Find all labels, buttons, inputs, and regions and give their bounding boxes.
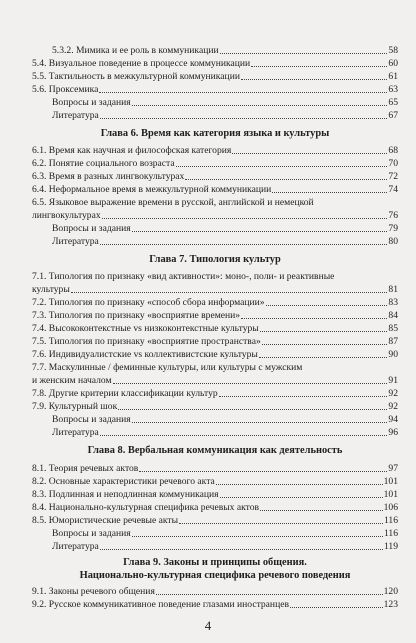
toc-entry (32, 349, 398, 360)
toc-entry-page: 83 (388, 297, 398, 308)
toc-entry-page: 106 (383, 502, 398, 513)
toc-entry-title: 9.2. Русское коммуникативное поведение глазами иностранцев (32, 599, 289, 610)
dot-leader (272, 192, 387, 193)
toc-entry-page: 70 (388, 158, 398, 169)
dot-leader (259, 357, 388, 358)
chapter-heading: Глава 9. Законы и принципы общения. (123, 557, 307, 568)
toc-entry-page: 91 (388, 375, 398, 386)
toc-entry (32, 489, 398, 500)
toc-entry (52, 414, 398, 425)
toc-entry-page: 116 (383, 528, 398, 539)
toc-entry-title: 5.4. Визуальное поведение в процессе коммуникации (32, 58, 251, 69)
dot-leader (251, 66, 387, 67)
toc-entry-page: 90 (388, 349, 398, 360)
toc-entry (52, 541, 398, 552)
toc-entry (32, 323, 398, 334)
toc-entry-page: 84 (388, 310, 398, 321)
toc-entry-page: 119 (383, 541, 398, 552)
toc-entry-page: 92 (388, 401, 398, 412)
dot-leader (100, 435, 388, 436)
dot-leader (241, 318, 387, 319)
toc-entry-title: 6.1. Время как научная и философская категория (32, 145, 232, 156)
toc-entry (32, 502, 398, 513)
toc-entry-page: 60 (388, 58, 398, 69)
toc-entry-title-line1: 7.7. Маскулинные / феминные культуры, или культуры с мужским (32, 362, 303, 373)
toc-entry-page: 116 (383, 515, 398, 526)
toc-entry (52, 97, 398, 108)
toc-entry-page: 61 (388, 71, 398, 82)
toc-entry-page: 120 (383, 586, 398, 597)
toc-entry-title: Литература (52, 427, 99, 438)
toc-entry (52, 223, 398, 234)
toc-entry-title: Вопросы и задания (52, 97, 131, 108)
dot-leader (100, 549, 383, 550)
toc-entry-title: 8.1. Теория речевых актов (32, 463, 139, 474)
dot-leader (132, 231, 388, 232)
dot-leader (71, 292, 388, 293)
toc-entry (32, 84, 398, 95)
dot-leader (176, 166, 388, 167)
toc-entry-title: 6.3. Время в разных лингвокультурах (32, 171, 185, 182)
dot-leader (266, 305, 388, 306)
toc-entry (32, 515, 398, 526)
toc-entry-title: Вопросы и задания (52, 528, 131, 539)
toc-entry-title: 7.5. Типология по признаку «восприятие пространства» (32, 336, 261, 347)
toc-entry-page: 67 (388, 110, 398, 121)
toc-entry-title: 7.9. Культурный шок (32, 401, 118, 412)
toc-entry (32, 284, 398, 295)
toc-entry-page: 74 (388, 184, 398, 195)
toc-entry (32, 375, 398, 386)
dot-leader (156, 594, 383, 595)
toc-entry-title: 6.4. Неформальное время в межкультурной коммуникации (32, 184, 272, 195)
toc-entry-title: лингвокультурах (32, 210, 101, 221)
dot-leader (132, 536, 383, 537)
toc-entry-page: 63 (388, 84, 398, 95)
toc-entry (32, 401, 398, 412)
chapter-heading: Глава 6. Время как категория языка и культуры (100, 128, 330, 139)
toc-entry-page: 58 (388, 45, 398, 56)
toc-entry-page: 79 (388, 223, 398, 234)
dot-leader (132, 422, 388, 423)
dot-leader (139, 471, 387, 472)
dot-leader (113, 383, 388, 384)
toc-entry (32, 58, 398, 69)
toc-entry (32, 158, 398, 169)
toc-entry-title: 8.4. Национально-культурная специфика речевых актов (32, 502, 260, 513)
toc-entry (32, 184, 398, 195)
dot-leader (290, 607, 383, 608)
toc-entry-page: 65 (388, 97, 398, 108)
toc-entry-title: 9.1. Законы речевого общения (32, 586, 155, 597)
toc-entry-title: 5.3.2. Мимика и ее роль в коммуникации (52, 45, 219, 56)
toc-entry-title: Литература (52, 236, 99, 247)
dot-leader (99, 92, 387, 93)
toc-entry (32, 599, 398, 610)
toc-entry-title: 7.2. Типология по признаку «способ сбора информации» (32, 297, 265, 308)
toc-entry (52, 110, 398, 121)
toc-entry-page: 96 (388, 427, 398, 438)
toc-entry-page: 72 (388, 171, 398, 182)
toc-entry-title: 7.4. Высококонтекстные vs низкоконтекстные культуры (32, 323, 259, 334)
toc-entry-title: 8.2. Основные характеристики речевого акта (32, 476, 215, 487)
dot-leader (260, 331, 388, 332)
toc-entry-page: 101 (383, 489, 398, 500)
toc-entry-page: 85 (388, 323, 398, 334)
dot-leader (219, 396, 388, 397)
toc-entry-title: 8.3. Подлинная и неподлинная коммуникация (32, 489, 219, 500)
toc-entry-title-line1: 6.5. Языковое выражение времени в русской, английской и немецкой (32, 197, 314, 208)
page-number: 4 (204, 618, 212, 633)
toc-entry-title: 7.3. Типология по признаку «восприятие времени» (32, 310, 241, 321)
toc-entry-title: 7.8. Другие критерии классификации культур (32, 388, 218, 399)
toc-entry-page: 81 (388, 284, 398, 295)
toc-entry (32, 297, 398, 308)
toc-entry (32, 145, 398, 156)
dot-leader (102, 218, 388, 219)
toc-entry (32, 310, 398, 321)
toc-entry-page: 68 (388, 145, 398, 156)
dot-leader (100, 118, 388, 119)
chapter-heading: Глава 8. Вербальная коммуникация как деятельность (87, 445, 343, 456)
toc-entry-page: 123 (383, 599, 398, 610)
toc-entry (32, 476, 398, 487)
toc-entry-page: 92 (388, 388, 398, 399)
toc-entry-title: 5.6. Проксемика (32, 84, 99, 95)
dot-leader (132, 105, 388, 106)
toc-entry (32, 336, 398, 347)
toc-entry (52, 427, 398, 438)
toc-entry-page: 87 (388, 336, 398, 347)
dot-leader (100, 244, 388, 245)
toc-entry-title: Вопросы и задания (52, 414, 131, 425)
toc-entry-page: 80 (388, 236, 398, 247)
dot-leader (216, 484, 383, 485)
toc-entry-title: 7.6. Индивидуалистские vs коллективистские культуры (32, 349, 258, 360)
toc-entry-title: Литература (52, 541, 99, 552)
toc-entry-title: 8.5. Юмористические речевые акты (32, 515, 179, 526)
dot-leader (241, 79, 387, 80)
toc-entry-title: Литература (52, 110, 99, 121)
toc-entry (32, 388, 398, 399)
toc-entry-page: 97 (388, 463, 398, 474)
dot-leader (185, 179, 387, 180)
chapter-heading: Глава 7. Типология культур (149, 254, 281, 265)
toc-entry-title: и женским началом (32, 375, 112, 386)
toc-entry (52, 45, 398, 56)
toc-entry (52, 236, 398, 247)
toc-entry (32, 463, 398, 474)
toc-entry-page: 76 (388, 210, 398, 221)
toc-entry-page: 94 (388, 414, 398, 425)
dot-leader (118, 409, 387, 410)
dot-leader (220, 53, 388, 54)
dot-leader (179, 523, 383, 524)
dot-leader (262, 344, 388, 345)
toc-entry-page: 101 (383, 476, 398, 487)
dot-leader (232, 153, 387, 154)
dot-leader (260, 510, 383, 511)
toc-entry-title: 6.2. Понятие социального возраста (32, 158, 175, 169)
toc-entry (52, 528, 398, 539)
toc-entry-title: Вопросы и задания (52, 223, 131, 234)
toc-entry-title: культуры (32, 284, 70, 295)
toc-entry-title: 5.5. Тактильность в межкультурной коммуникации (32, 71, 240, 82)
chapter-subheading: Национально-культурная специфика речевого поведения (79, 570, 351, 581)
toc-entry-title-line1: 7.1. Типология по признаку «вид активности»: моно-, поли- и реактивные (32, 271, 335, 282)
toc-entry (32, 586, 398, 597)
toc-entry (32, 210, 398, 221)
toc-entry (32, 71, 398, 82)
dot-leader (220, 497, 383, 498)
toc-entry (32, 171, 398, 182)
